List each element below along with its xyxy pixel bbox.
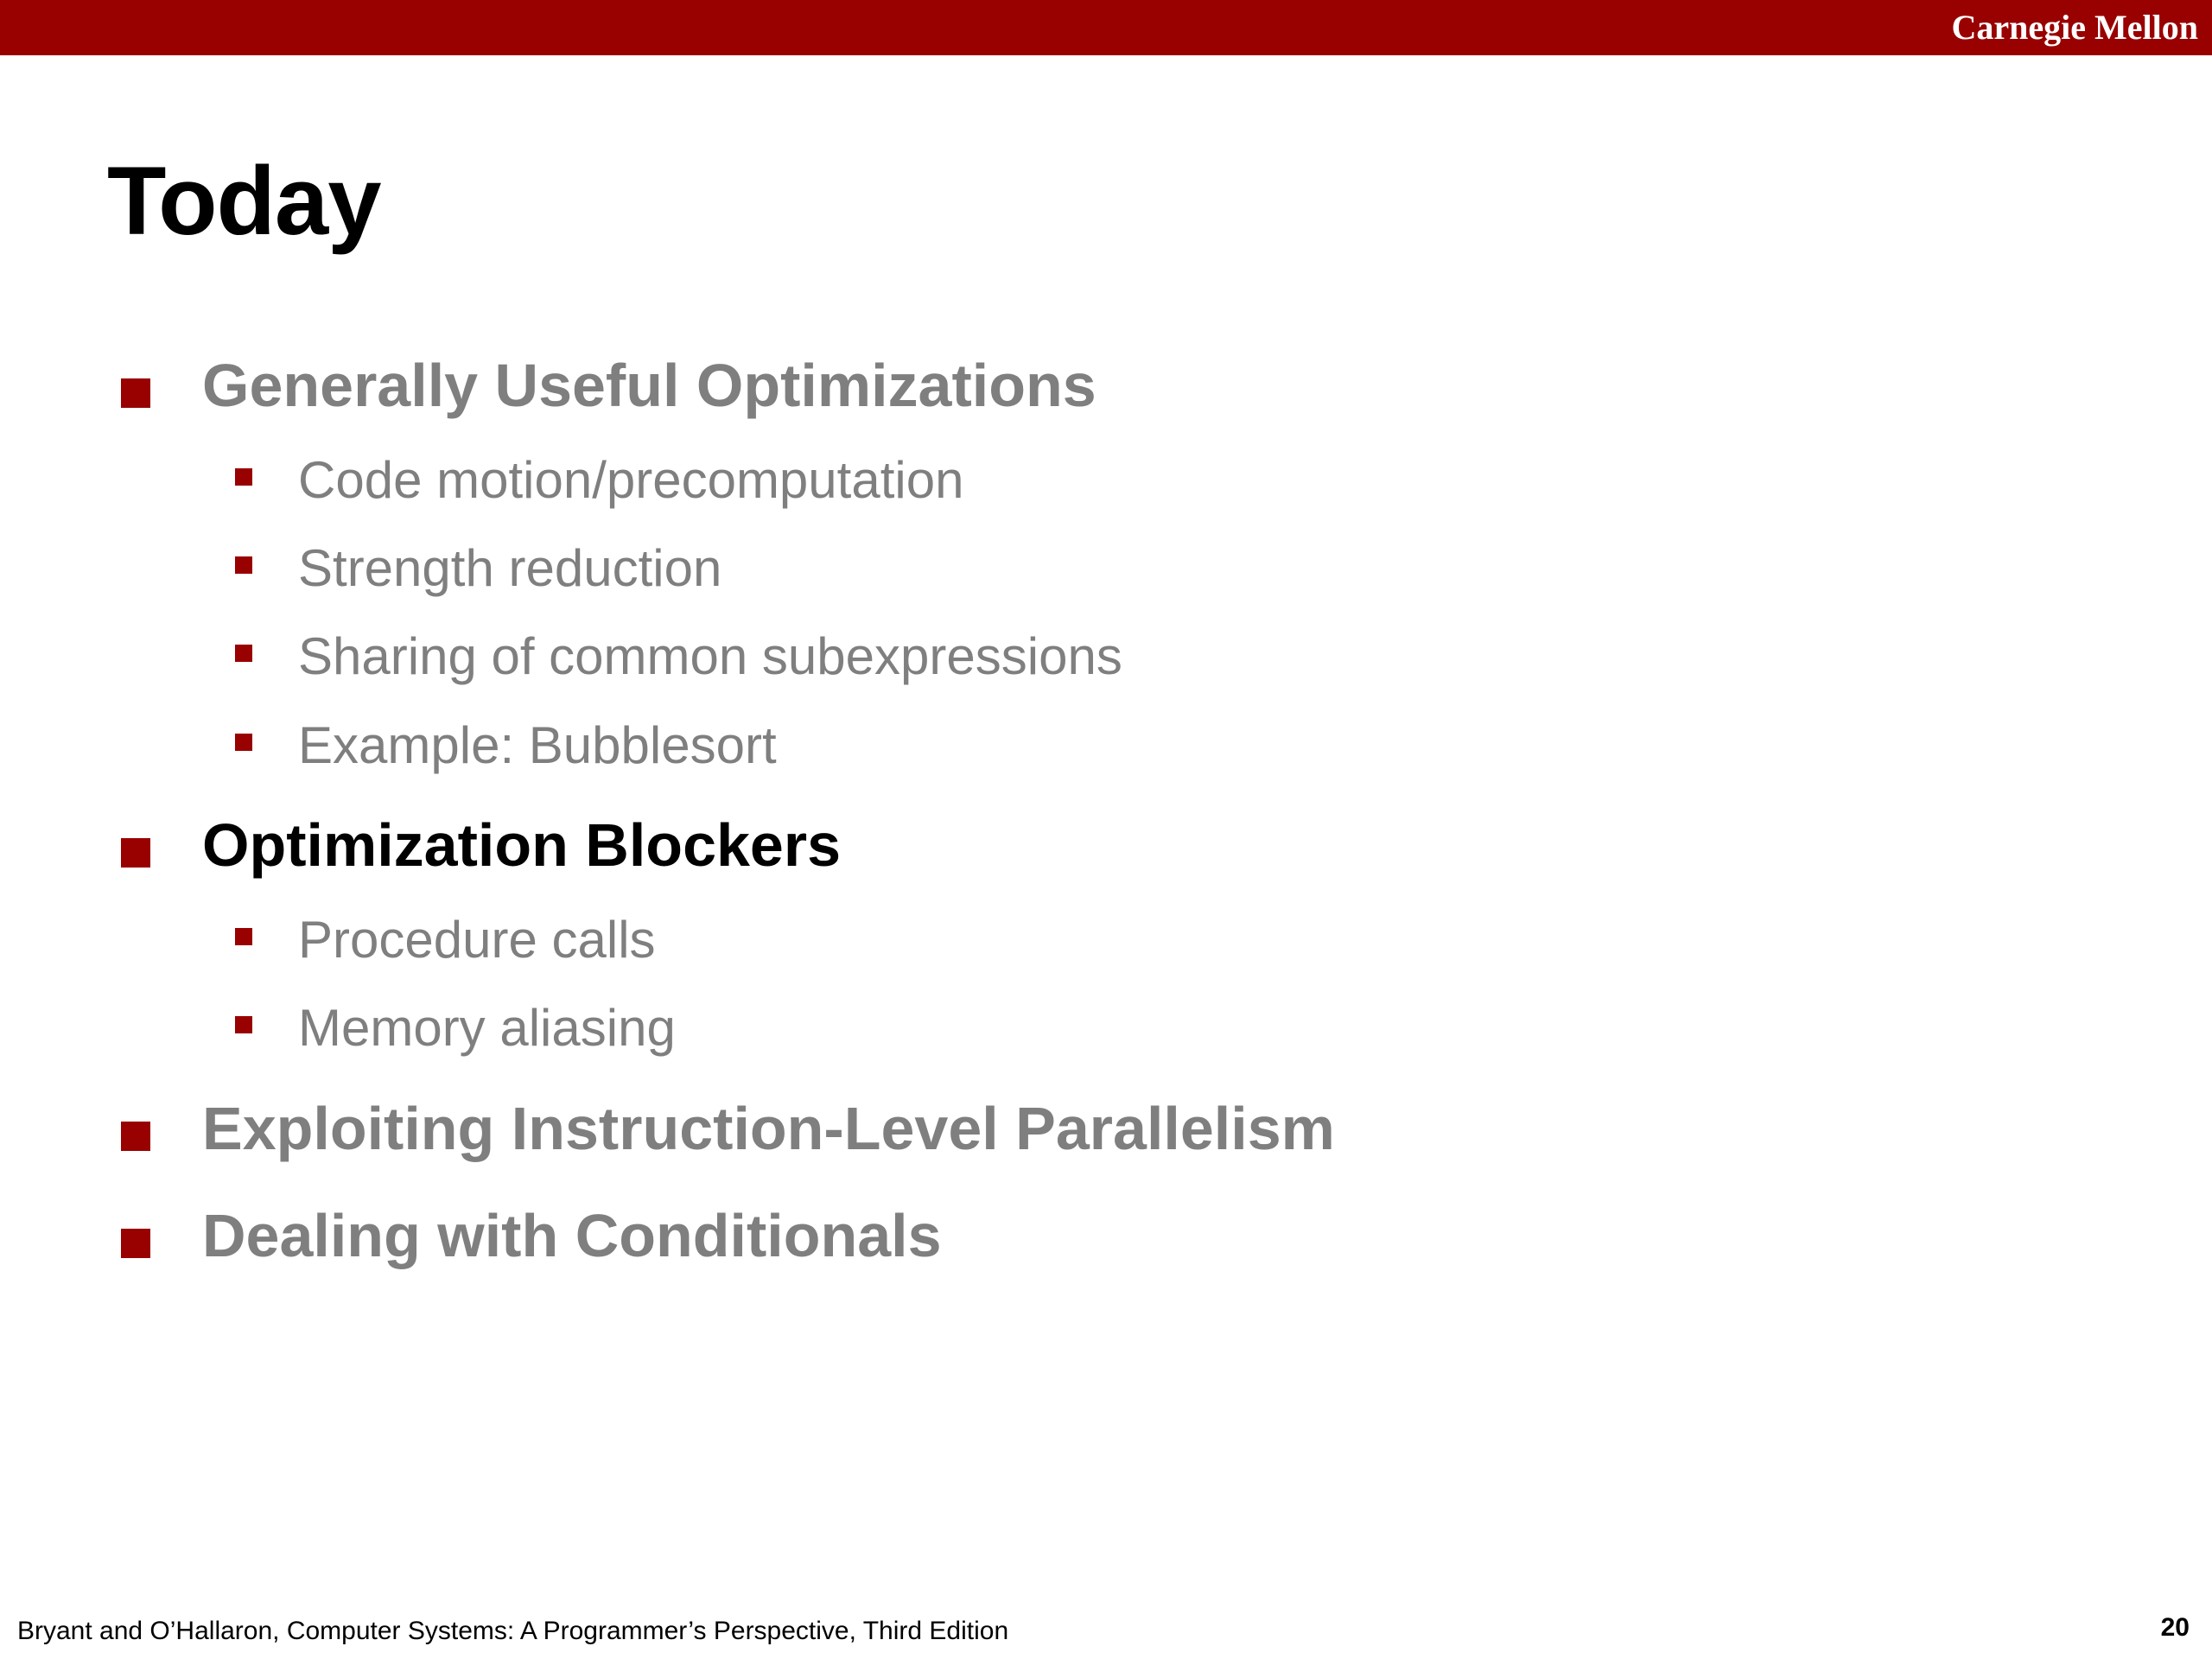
square-bullet-icon [121, 1122, 150, 1151]
outline-item-label: Optimization Blockers [202, 811, 842, 879]
square-bullet-icon [235, 734, 252, 751]
outline-item-label: Exploiting Instruction-Level Parallelism [202, 1095, 1335, 1162]
square-bullet-icon [235, 1016, 252, 1033]
square-bullet-icon [121, 1229, 150, 1258]
slide-title: Today [107, 147, 381, 255]
outline-subitem-label: Procedure calls [298, 911, 656, 969]
square-bullet-icon [121, 378, 150, 408]
page-number: 20 [2160, 1613, 2190, 1642]
square-bullet-icon [235, 928, 252, 945]
footer-citation: Bryant and O’Hallaron, Computer Systems: A Programmer’s Perspective, Third Edition [17, 1617, 1009, 1645]
outline-item-label: Dealing with Conditionals [202, 1202, 942, 1269]
outline-subitem-label: Code motion/precomputation [298, 451, 964, 509]
outline-subitem-label: Example: Bubblesort [298, 716, 777, 774]
outline-subitem-label: Memory aliasing [298, 999, 676, 1057]
outline-subitem-label: Sharing of common subexpressions [298, 627, 1122, 685]
square-bullet-icon [235, 468, 252, 486]
outline-item-label: Generally Useful Optimizations [202, 352, 1096, 419]
square-bullet-icon [235, 645, 252, 662]
outline-subitem-label: Strength reduction [298, 539, 722, 597]
square-bullet-icon [121, 838, 150, 868]
brand-logo-text: Carnegie Mellon [1951, 8, 2198, 47]
square-bullet-icon [235, 556, 252, 574]
